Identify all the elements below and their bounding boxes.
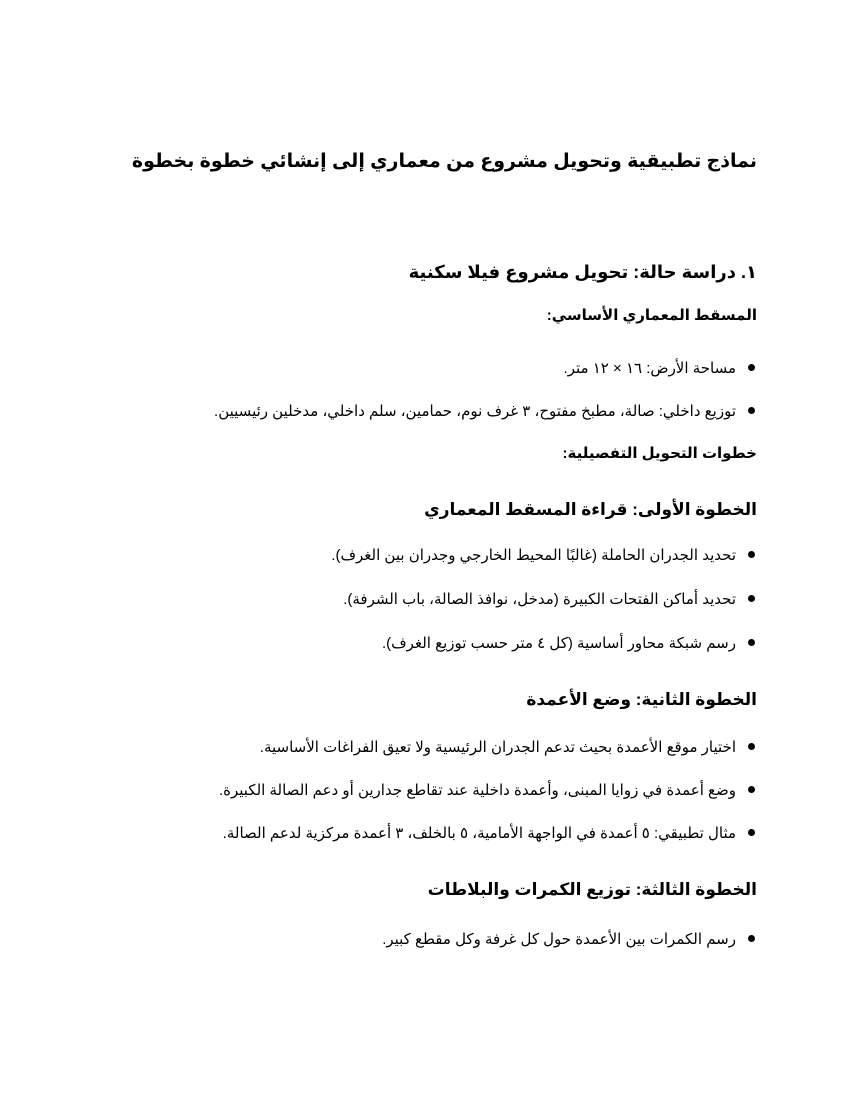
bullet-icon — [748, 829, 755, 836]
list-item — [60, 402, 755, 420]
bullet-icon — [748, 935, 755, 942]
step-heading: الخطوة الثانية: وضع الأعمدة — [526, 690, 757, 709]
bullet-icon — [748, 364, 755, 371]
list-item-text: رسم شبكة محاور أساسية (كل ٤ متر حسب توزيع الغرف). — [381, 635, 736, 652]
bullet-icon — [748, 639, 755, 646]
list-item-text: رسم الكمرات بين الأعمدة حول كل غرفة وكل مقطع كبير. — [382, 931, 736, 948]
list-item-text: اختيار موقع الأعمدة بحيث تدعم الجدران الرئيسية ولا تعيق الفراغات الأساسية. — [259, 739, 736, 756]
list-item-text: وضع أعمدة في زوايا المبنى، وأعمدة داخلية عند تقاطع جدارين أو دعم الصالة الكبيرة. — [218, 782, 736, 799]
list-item — [60, 590, 755, 608]
bullet-icon — [748, 743, 755, 750]
bullet-icon — [748, 595, 755, 602]
document-title: نماذج تطبيقية وتحويل مشروع من معماري إلى إنشائي خطوة بخطوة — [131, 151, 757, 172]
list-item — [60, 824, 755, 842]
list-item — [60, 930, 755, 948]
list-item — [60, 738, 755, 756]
bullet-icon — [748, 551, 755, 558]
list-item — [60, 781, 755, 799]
list-item — [60, 546, 755, 564]
floor-plan-heading: المسقط المعماري الأساسي: — [546, 307, 757, 324]
bullet-icon — [748, 407, 755, 414]
list-item-text: توزيع داخلي: صالة، مطبخ مفتوح، ٣ غرف نوم، حمامين، سلم داخلي، مدخلين رئيسيين. — [214, 403, 736, 420]
list-item — [60, 634, 755, 652]
step-heading: الخطوة الثالثة: توزيع الكمرات والبلاطات — [427, 880, 757, 899]
list-item-text: تحديد الجدران الحاملة (غالبًا المحيط الخارجي وجدران بين الغرف). — [331, 547, 736, 564]
steps-heading: خطوات التحويل التفصيلية: — [562, 445, 757, 462]
list-item — [60, 359, 755, 377]
step-heading: الخطوة الأولى: قراءة المسقط المعماري — [424, 500, 757, 519]
list-item-text: مساحة الأرض: ١٦ × ١٢ متر. — [563, 360, 736, 377]
list-item-text: تحديد أماكن الفتحات الكبيرة (مدخل، نوافذ الصالة، باب الشرفة). — [343, 591, 736, 608]
bullet-icon — [748, 786, 755, 793]
case-study-heading: ١. دراسة حالة: تحويل مشروع فيلا سكنية — [408, 262, 757, 282]
list-item-text: مثال تطبيقي: ٥ أعمدة في الواجهة الأمامية، ٥ بالخلف، ٣ أعمدة مركزية لدعم الصالة. — [222, 825, 736, 842]
